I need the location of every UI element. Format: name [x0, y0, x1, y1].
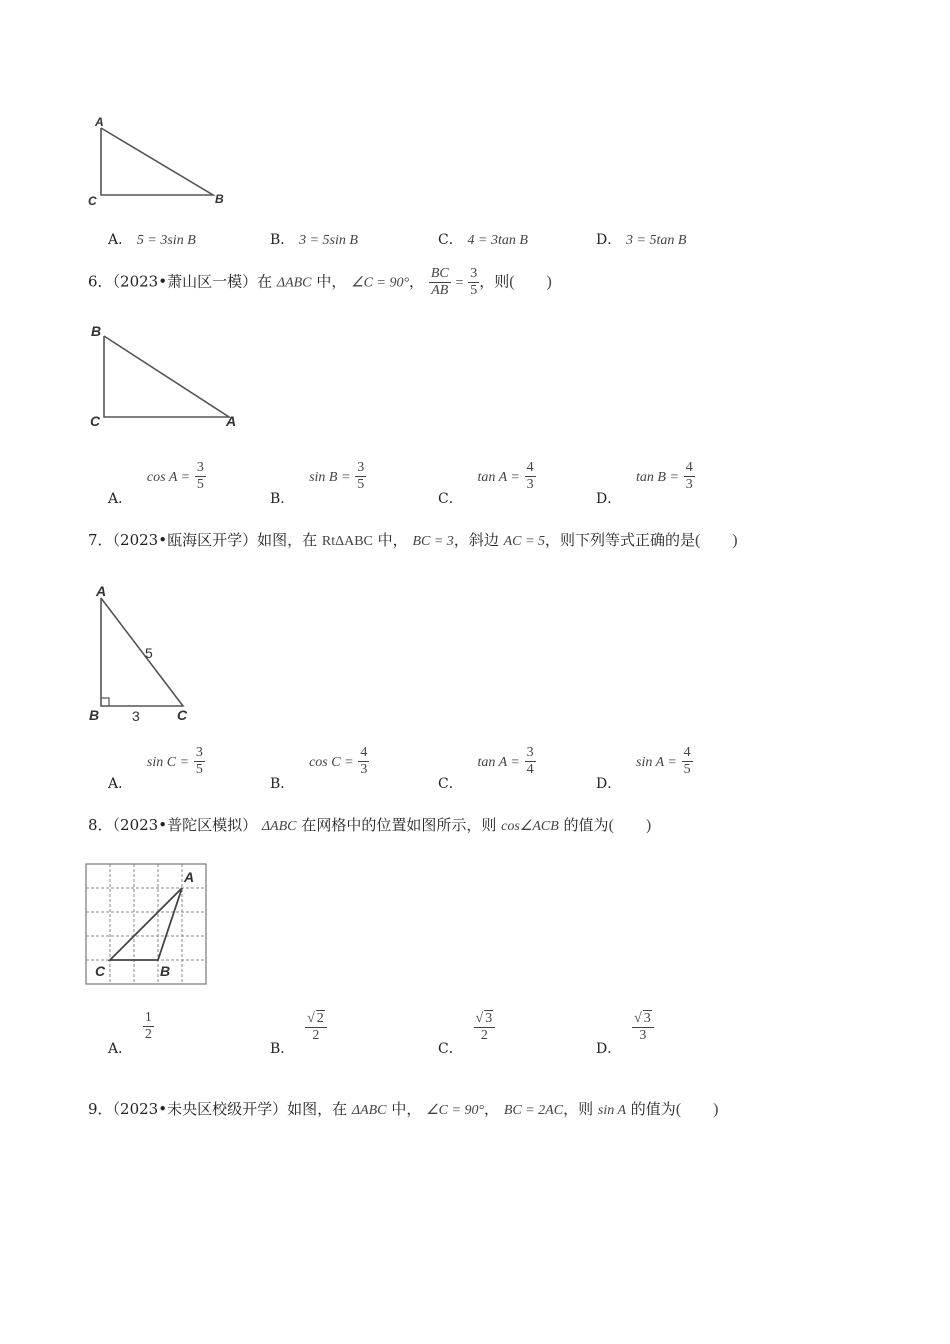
option-letter: C．: [438, 490, 463, 507]
q6-vertex-b: B: [91, 323, 102, 339]
q8-number: 8．: [88, 816, 113, 834]
option-expr: 3 = 5tan B: [626, 233, 687, 248]
q7-vertex-a: A: [96, 583, 107, 599]
option-fraction: $\frac{4}{3}$: [685, 460, 693, 492]
q6-option-c[interactable]: [438, 460, 536, 507]
q6-answer-paren: ( ): [509, 273, 552, 291]
option-fraction: $\frac{4}{3}$: [526, 460, 534, 492]
q6-vertex-c: C: [90, 413, 101, 429]
option-letter: B．: [270, 232, 295, 248]
q9-mid: 中，: [391, 1100, 422, 1118]
q9-angle: ∠C = 90°: [426, 1103, 485, 1118]
option-letter: D．: [596, 232, 622, 248]
option-letter: A．: [108, 775, 133, 792]
q7-vertex-c: C: [177, 707, 188, 723]
q9-answer-paren: ( ): [675, 1101, 719, 1118]
option-lead: tan B =: [636, 469, 679, 485]
q7-side-bc-label: 3: [132, 708, 140, 724]
q7-ac: AC = 5: [503, 534, 545, 549]
option-fraction: $\frac{√ 2}{2}$: [305, 1010, 327, 1044]
q7-option-c[interactable]: [438, 745, 536, 792]
q9-sin: sin A: [597, 1103, 627, 1118]
q9-triangle: ΔABC: [351, 1103, 387, 1118]
option-letter: C．: [438, 775, 463, 792]
option-fraction: $\frac{3}{4}$: [526, 745, 534, 777]
option-letter: D．: [596, 1041, 622, 1057]
q7-option-b[interactable]: [270, 745, 369, 792]
q7-bc: BC = 3: [412, 534, 454, 549]
option-letter: B．: [270, 490, 295, 507]
q8-triangle: ΔABC: [261, 819, 297, 834]
option-fraction: $\frac{4}{5}$: [683, 745, 691, 777]
q5-option-d[interactable]: [596, 229, 686, 249]
q7-number: 7．: [88, 531, 113, 549]
option-letter: A．: [108, 490, 133, 507]
option-lead: cos C =: [309, 754, 354, 770]
q8-vertex-b: B: [160, 963, 171, 979]
option-fraction: $\frac{√ 3}{3}$: [632, 1010, 654, 1044]
q8-tail: 的值为: [563, 816, 609, 834]
q6-number: 6．: [88, 272, 113, 291]
q7-answer-paren: ( ): [694, 532, 738, 549]
option-letter: C．: [438, 232, 463, 248]
q5-option-b[interactable]: [270, 229, 358, 249]
q6-value-fraction: $\frac{3}{5}$: [470, 266, 478, 298]
q6-angle: ∠C = 90°: [351, 275, 410, 291]
option-letter: A．: [108, 232, 133, 248]
q7-option-d[interactable]: [596, 745, 693, 792]
q8-option-d[interactable]: [596, 1010, 654, 1057]
option-fraction: $\frac{3}{5}$: [196, 460, 204, 492]
q5-vertex-c: C: [88, 194, 97, 208]
option-letter: D．: [596, 490, 622, 507]
q8-source: （2023•普陀区模拟）: [112, 816, 258, 834]
option-lead: sin A =: [636, 754, 677, 770]
option-lead: sin C =: [146, 754, 190, 770]
q7-option-a[interactable]: [108, 745, 205, 792]
q6-tail: ，则: [479, 272, 510, 291]
q9-source: （2023•未央区校级开学）如图，在: [112, 1100, 348, 1118]
q8-mid: 在网格中的位置如图所示，则: [301, 816, 497, 834]
option-fraction: $\frac{3}{5}$: [357, 460, 365, 492]
q7-source: （2023•瓯海区开学）如图，在: [112, 531, 318, 549]
q6-option-b[interactable]: [270, 460, 366, 507]
q6-triangle-figure: [85, 320, 255, 435]
q8-cos: cos∠ACB: [501, 819, 559, 834]
q6-stem: [88, 266, 552, 299]
option-letter: B．: [270, 1041, 295, 1057]
q5-option-c[interactable]: [438, 229, 528, 249]
q8-vertex-a: A: [184, 869, 195, 885]
q9-then: ，则: [563, 1100, 594, 1118]
q6-triangle: ΔABC: [276, 275, 312, 291]
q8-vertex-c: C: [95, 963, 106, 979]
q9-number: 9．: [88, 1100, 113, 1118]
option-expr: 5 = 3sin B: [136, 233, 196, 248]
option-expr: 4 = 3tan B: [467, 233, 528, 248]
option-lead: cos A =: [146, 469, 191, 485]
option-letter: A．: [108, 1040, 133, 1057]
option-letter: D．: [596, 775, 622, 792]
q6-mid: 中，: [316, 272, 347, 291]
q6-option-d[interactable]: [596, 460, 695, 507]
q7-side-ac-label: 5: [145, 645, 153, 661]
q6-ratio-fraction: $\frac{BC}{AB}$: [430, 266, 449, 298]
option-expr: 3 = 5sin B: [299, 233, 358, 248]
q8-answer-paren: ( ): [608, 817, 652, 834]
q7-triangle-figure: [85, 580, 215, 725]
q8-option-b[interactable]: [270, 1010, 327, 1057]
option-lead: tan A =: [477, 469, 520, 485]
q6-comma: ，: [409, 272, 425, 291]
q9-tail: 的值为: [630, 1100, 676, 1118]
q5-vertex-b: B: [215, 192, 224, 206]
q6-vertex-a: A: [226, 413, 237, 429]
option-letter: C．: [438, 1041, 463, 1057]
q8-option-c[interactable]: [438, 1010, 495, 1057]
q8-grid-figure: [85, 862, 209, 988]
q5-triangle-figure: [85, 110, 235, 210]
q9-comma: ，: [484, 1100, 500, 1118]
option-fraction: $\frac{4}{3}$: [360, 745, 368, 777]
q6-eq: =: [455, 275, 464, 291]
option-fraction: $\frac{√ 3}{2}$: [474, 1010, 496, 1044]
q7-tail: ，则下列等式正确的是: [544, 531, 695, 549]
q5-option-a[interactable]: [108, 229, 196, 249]
q8-option-a[interactable]: [108, 1010, 154, 1057]
q7-triangle: RtΔABC: [321, 534, 373, 549]
q9-relation: BC = 2AC: [503, 1103, 564, 1118]
q6-option-a[interactable]: [108, 460, 206, 507]
option-fraction: $\frac{3}{5}$: [195, 745, 203, 777]
q6-source: （2023•萧山区一模）在: [112, 272, 273, 291]
q7-vertex-b: B: [89, 707, 100, 723]
q7-mid: 中，: [377, 531, 408, 549]
q9-stem: [88, 1096, 718, 1119]
option-lead: tan A =: [477, 754, 520, 770]
q7-stem: [88, 527, 738, 550]
option-letter: B．: [270, 775, 295, 792]
option-fraction: $\frac{1}{2}$: [144, 1010, 152, 1042]
q5-vertex-a: A: [95, 115, 104, 129]
q7-hyp: ，斜边: [453, 531, 499, 549]
q8-stem: [88, 812, 651, 835]
option-lead: sin B =: [309, 469, 351, 485]
